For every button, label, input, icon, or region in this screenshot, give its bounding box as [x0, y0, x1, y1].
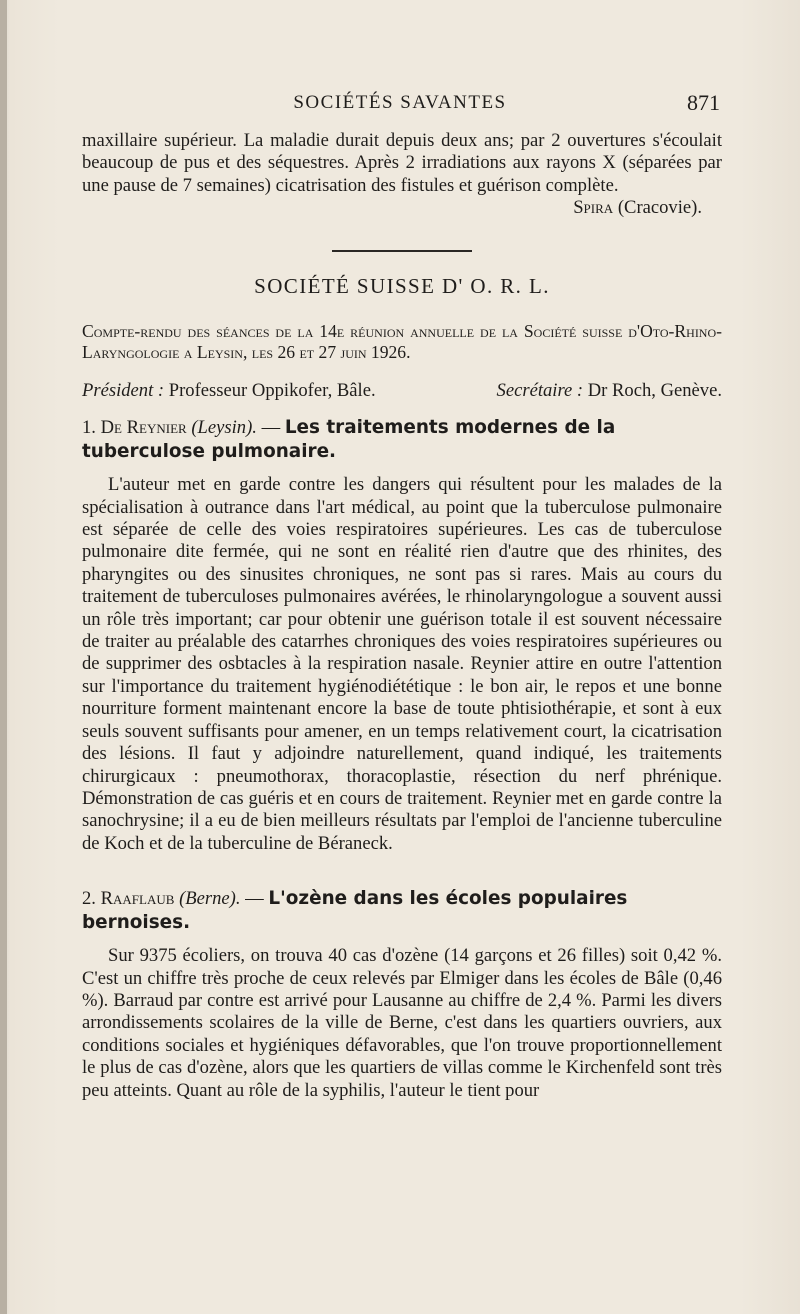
article-2-author: Raaflaub: [100, 888, 175, 910]
intro-paragraph: maxillaire supérieur. La maladie durait depuis deux ans; par 2 ouvertures s'écoulait beaucoup de pus et des séquestres. Après 2 irradiations aux rayons X (séparées par une pause de 7 semaines) cicatrisation des fistules et guérison complète.: [82, 130, 722, 196]
article-2-heading: [82, 887, 722, 935]
article-2-body: Sur 9375 écoliers, on trouva 40 cas d'ozène (14 garçons et 26 filles) soit 0,42 %. C'est un chiffre très proche de ceux relevés par Elmiger dans les écoles de Bâle (0,46 %). Barraud par contre est arrivé pour Lausanne au chiffre de 2,4 %. Parmi les divers arrondissements scolaires de la ville de Berne, c'est dans les quartiers ouvriers, aux conditions sociales et hygiéniques défavorables, que l'on trouve proportionnellement le plus de cas d'ozène, alors que les quartiers de villas comme le Kirchenfeld sont très peu atteints. Quant au rôle de la syphilis, l'auteur le tient pour: [82, 945, 722, 1101]
signature-name: Spira: [573, 197, 614, 219]
officers-line: [82, 380, 722, 402]
secretary-label: Secrétaire :: [496, 380, 584, 402]
intro-signature: [82, 197, 722, 219]
article-1-body: L'auteur met en garde contre les dangers qui résultent pour les malades de la spécialisation à outrance dans l'art médical, au point que la tuberculose pulmonaire est séparée de celle des voies respiratoires supérieures. Les cas de tuberculose pulmonaire dite fermée, qui ne sont en réalité rien d'autre que des rhinites, des pharyngites ou des sinusites chroniques, ne sont pas si rares. Mais au cours du traitement de tuberculoses pulmonaires avérées, le rhinolaryngologue a souvent aussi un rôle très important; car pour obtenir une guérison totale il est souvent nécessaire de traiter au préalable des catarrhes chroniques des voies respiratoires supérieures ou de supprimer des osbtacles à la respiration nasale. Reynier attire en outre l'attention sur l'importance du traitement hygiénodiététique : le bon air, le repos et une bonne nourriture forment maintenant encore la base de toute phtisiothérapie, et sont à eux seuls souvent suffisants pour amener, en un temps relativement court, la cicatrisation des lésions. Il faut y adjoindre naturellement, quand indiqué, les traitements chirurgicaux : pneumothorax, thoracoplastie, résection du nerf phrénique. Démonstration de cas guéris et en cours de traitement. Reynier met en garde contre la sanochrysine; il a eu de bien meilleurs résultats par l'emploi de l'ancienne tuberculine de Koch et de la tuberculine de Béraneck.: [82, 474, 722, 854]
page-spine: [0, 0, 7, 1314]
article-1-author: De Reynier: [100, 417, 187, 439]
section-divider: [332, 250, 472, 252]
president: [82, 380, 376, 402]
article-2-number: 2.: [82, 888, 96, 910]
president-label: Président :: [82, 380, 165, 402]
article-2-dash: —: [245, 888, 264, 910]
secretary-value: Dr Roch, Genève.: [587, 380, 722, 402]
article-1-title: Les traitements modernes de la tuberculose pulmonaire.: [82, 417, 616, 463]
society-title: SOCIÉTÉ SUISSE D' O. R. L.: [254, 274, 550, 299]
page-number: 871: [687, 90, 720, 115]
article-2-title: L'ozène dans les écoles populaires bernoises.: [82, 888, 628, 934]
secretary: [497, 380, 722, 402]
article-1-heading: [82, 416, 722, 464]
article-1-place: (Leysin).: [191, 417, 257, 439]
page-header: [80, 92, 720, 120]
article-1-number: 1.: [82, 417, 96, 439]
article-1-dash: —: [261, 417, 281, 439]
president-value: Professeur Oppikofer, Bâle.: [168, 380, 376, 402]
compte-rendu-heading: Compte-rendu des séances de la 14e réunion annuelle de la Société suisse d'Oto-Rhino-Laryngologie a Leysin, les 26 et 27 juin 1926.: [82, 321, 722, 362]
page-content: [82, 130, 722, 1102]
running-title: SOCIÉTÉS SAVANTES: [293, 92, 507, 113]
signature-place: (Cracovie).: [617, 197, 702, 219]
article-2-place: (Berne).: [179, 888, 241, 910]
